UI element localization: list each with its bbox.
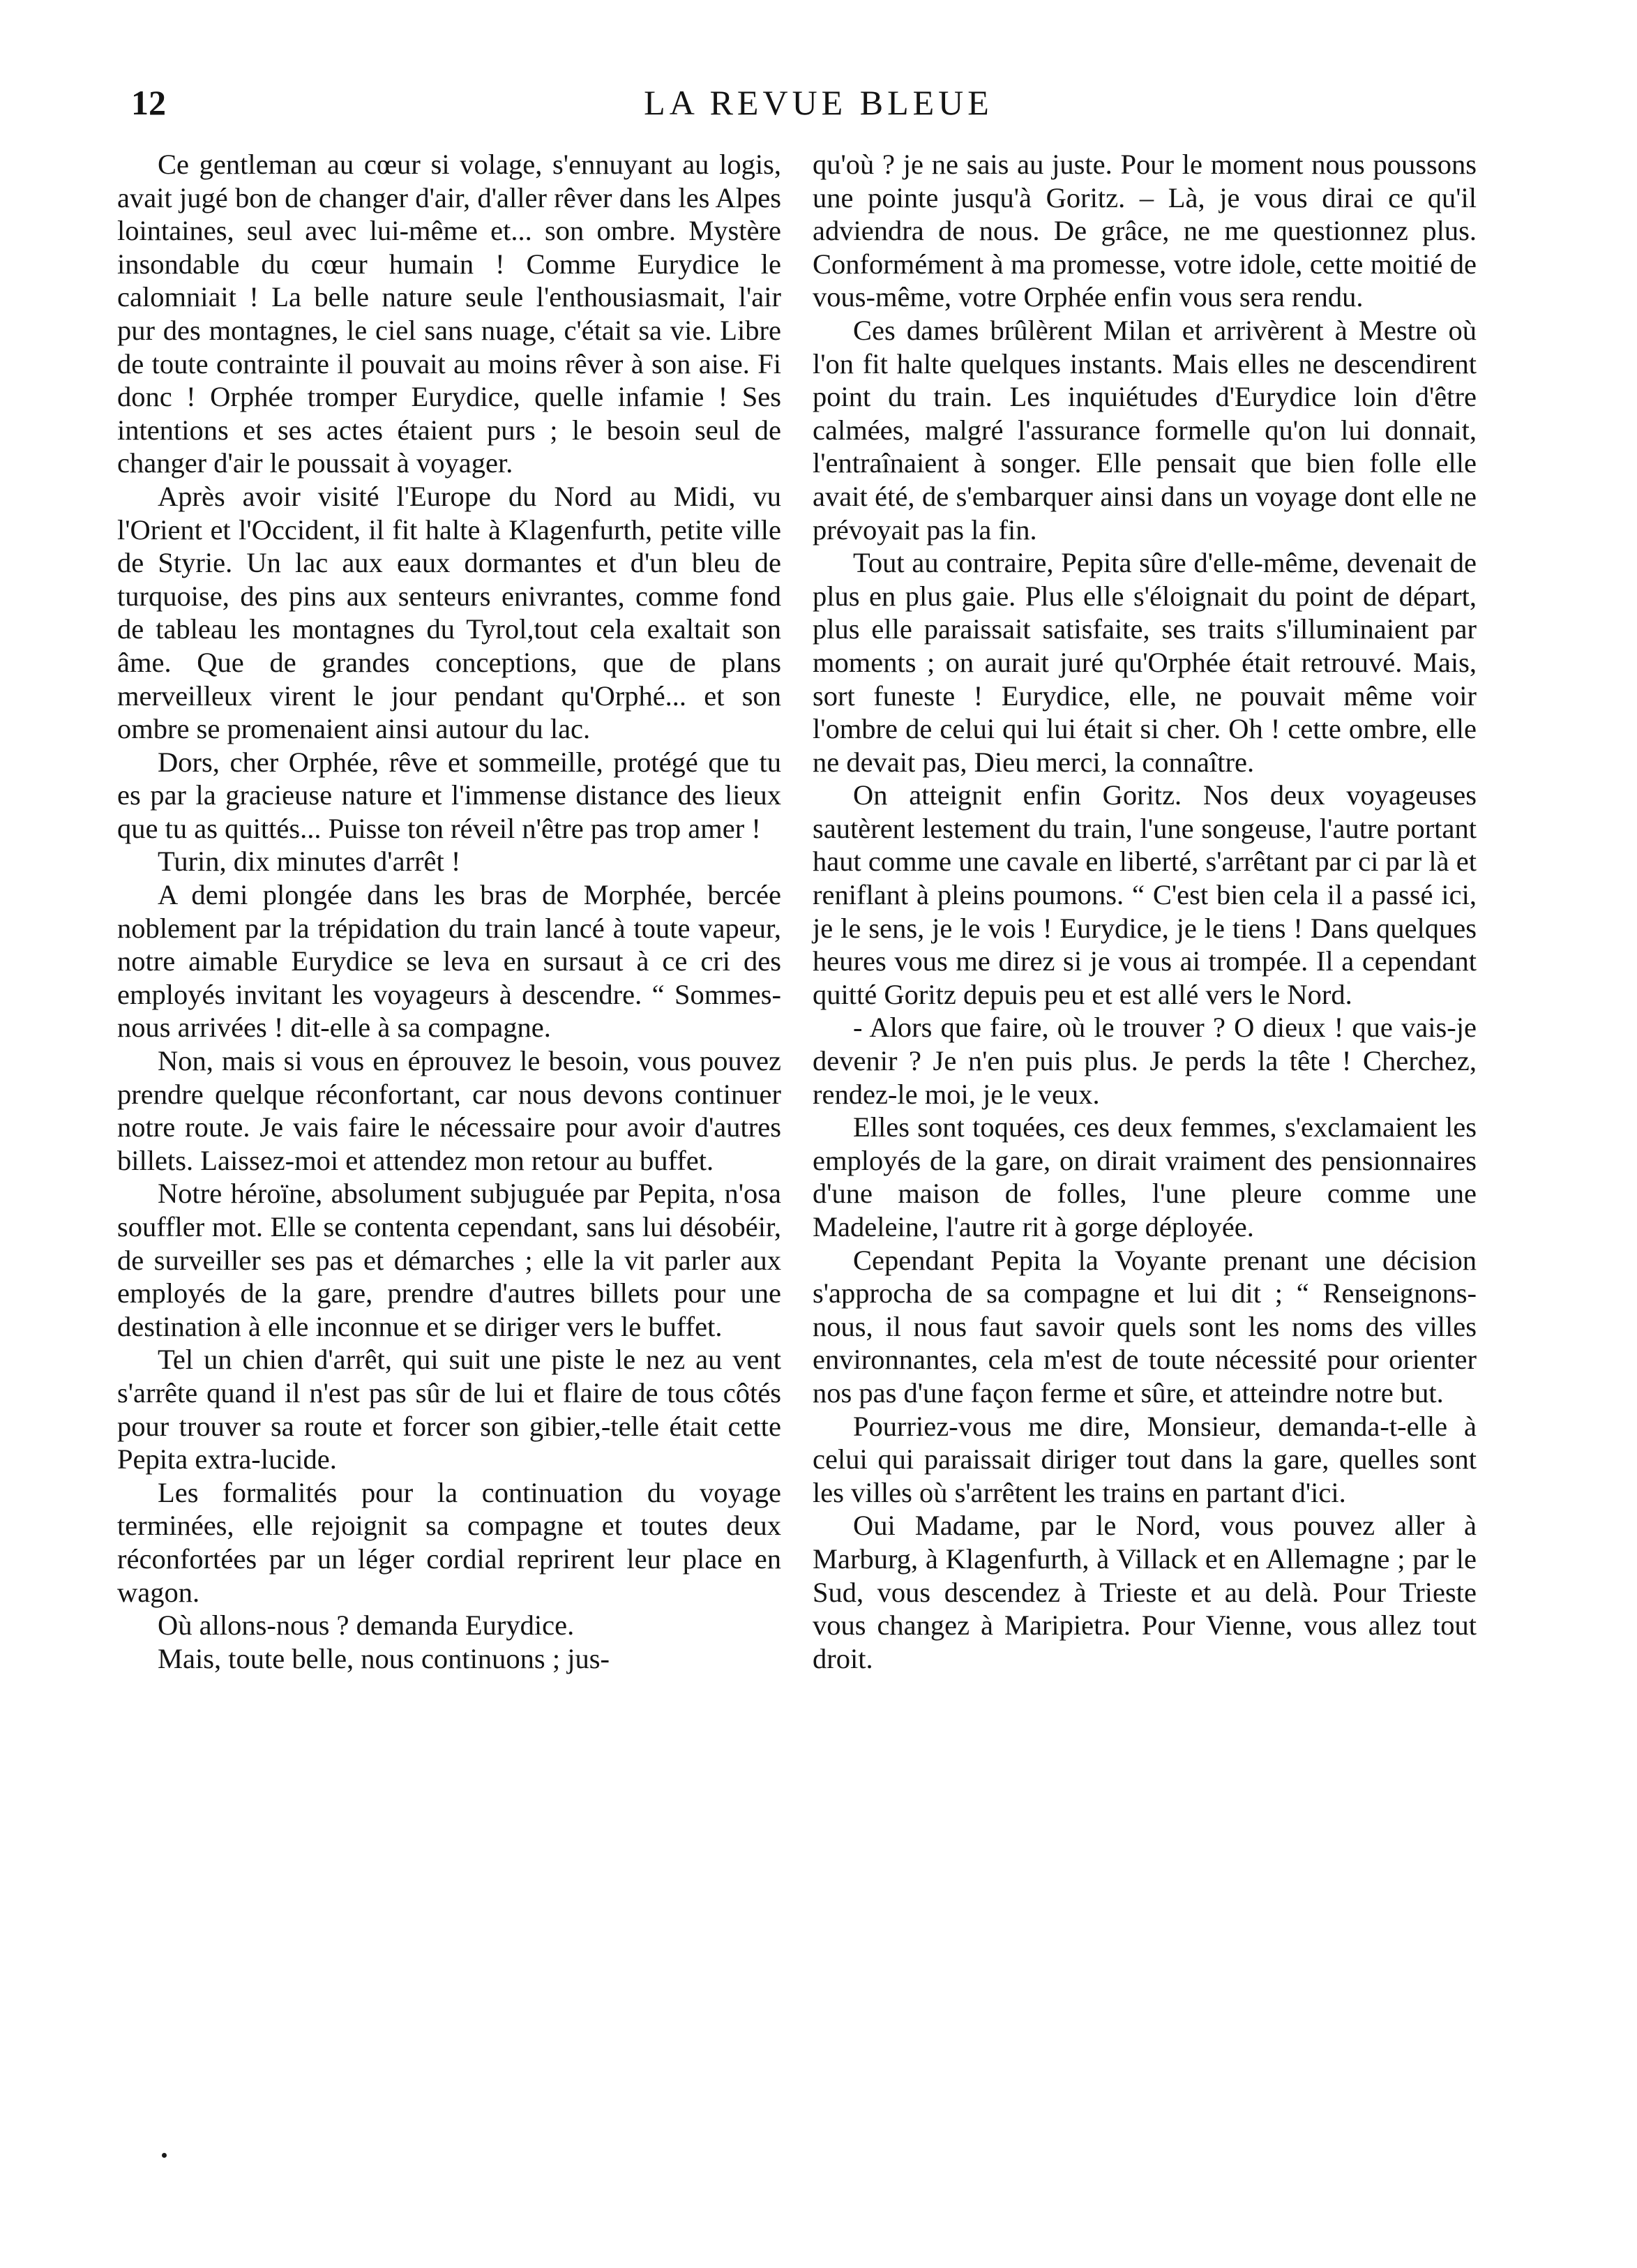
paragraph: Notre héroïne, absolument subjuguée par Pepita, n'osa souffler mot. Elle se contenta cependant, sans lui désobéir, de surveiller ses pas et démarches ; elle la vit parler aux employés de la gare, prendre d'autres billets pour une destination à elle inconnue et se diriger vers le buffet.: [117, 1178, 781, 1342]
paragraph: A demi plongée dans les bras de Morphée, bercée noblement par la trépidation du train lancé à toute vapeur, notre aimable Eurydice se leva en sursaut à ce cri des employés invitant les voyageurs à descendre. “ Sommes-nous arrivées ! dit-elle à sa compagne.: [117, 879, 781, 1044]
paragraph: Dors, cher Orphée, rêve et sommeille, protégé que tu es par la gracieuse nature et l'immense distance des lieux que tu as quittés... Puisse ton réveil n'être pas trop amer !: [117, 746, 781, 844]
paragraph: Où allons-nous ? demanda Eurydice.: [158, 1609, 575, 1642]
paragraph: Tout au contraire, Pepita sûre d'elle-même, devenait de plus en plus gaie. Plus elle s'éloignait du point de départ, plus elle paraissait satisfaite, ses traits s'illuminaient par moments ; on aurait juré qu'Orphée était retrouvé. Mais, sort funeste ! Eurydice, elle, ne pouvait même voir l'ombre de celui qui lui était si cher. Oh ! cette ombre, elle ne devait pas, Dieu merci, la connaître.: [813, 547, 1477, 778]
paragraph: Cependant Pepita la Voyante prenant une décision s'approcha de sa compagne et lui dit ; “ Renseignons-nous, il nous faut savoir quels sont les noms des villes environnantes, cela m'est de toute nécessité pour orienter nos pas d'une façon ferme et sûre, et atteindre notre but.: [813, 1244, 1477, 1409]
paragraph: Ce gentleman au cœur si volage, s'ennuyant au logis, avait jugé bon de changer d'air, d'aller rêver dans les Alpes lointaines, seul avec lui-même et... son ombre. Mystère insondable du cœur humain ! Comme Eurydice le calomniait ! La belle nature seule l'enthousiasmait, l'air pur des montagnes, le ciel sans nuage, c'était sa vie. Libre de toute contrainte il pouvait au moins rêver à son aise. Fi donc ! Orphée tromper Eurydice, quelle infamie ! Ses intentions et ses actes étaient purs ; le besoin seul de changer d'air le poussait à voyager.: [117, 149, 781, 479]
paragraph: Pourriez-vous me dire, Monsieur, demanda-t-elle à celui qui paraissait diriger tout dans la gare, quelles sont les villes où s'arrêtent les trains en partant d'ici.: [813, 1410, 1477, 1508]
left-column: [117, 148, 781, 1675]
paragraph: Non, mais si vous en éprouvez le besoin, vous pouvez prendre quelque réconfortant, car nous devons continuer notre route. Je vais faire le nécessaire pour avoir d'autres billets. Laissez-moi et attendez mon retour au buffet.: [117, 1045, 781, 1176]
ink-speck: [162, 2153, 167, 2158]
right-column: [813, 148, 1477, 1675]
paragraph: qu'où ? je ne sais au juste. Pour le moment nous poussons une pointe jusqu'à Goritz. – Là, je vous dirai ce qu'il adviendra de nous. De grâce, ne me questionnez plus. Conformément à ma promesse, votre idole, cette moitié de vous-même, votre Orphée enfin vous sera rendu.: [813, 149, 1477, 313]
paragraph: Ces dames brûlèrent Milan et arrivèrent à Mestre où l'on fit halte quelques instants. Mais elles ne descendirent point du train. Les inquiétudes d'Eurydice loin d'être calmées, malgré l'assurance formelle qu'on lui donnait, l'entraînaient à songer. Elle pensait que bien folle elle avait été, de s'embarquer ainsi dans un voyage dont elle ne prévoyait pas la fin.: [813, 314, 1477, 546]
paragraph: Turin, dix minutes d'arrêt !: [158, 846, 461, 878]
paragraph: Tel un chien d'arrêt, qui suit une piste le nez au vent s'arrête quand il n'est pas sûr de lui et flaire de tous côtés pour trouver sa route et forcer son gibier,-telle était cette Pepita extra-lucide.: [117, 1344, 781, 1475]
paragraph: Oui Madame, par le Nord, vous pouvez aller à Marburg, à Klagenfurth, à Villack et en Allemagne ; par le Sud, vous descendez à Trieste et au delà. Pour Trieste vous changez à Maripietra. Pour Vienne, vous allez tout droit.: [813, 1510, 1477, 1674]
paragraph: Mais, toute belle, nous continuons ; jus-: [158, 1642, 610, 1674]
paragraph: On atteignit enfin Goritz. Nos deux voyageuses sautèrent lestement du train, l'une songeuse, l'autre portant haut comme une cavale en liberté, s'arrêtant par ci par là et reniflant à pleins poumons. “ C'est bien cela il a passé ici, je le sens, je le vois ! Eurydice, je le tiens ! Dans quelques heures vous me direz si je vous ai trompée. Il a cependant quitté Goritz depuis peu et est allé vers le Nord.: [813, 779, 1477, 1010]
page-number: 12: [131, 83, 166, 122]
paragraph: Elles sont toquées, ces deux femmes, s'exclamaient les employés de la gare, on dirait vraiment des pensionnaires d'une maison de folles, l'une pleure comme une Madeleine, l'autre rit à gorge déployée.: [813, 1111, 1477, 1242]
paragraph: Après avoir visité l'Europe du Nord au Midi, vu l'Orient et l'Occident, il fit halte à Klagenfurth, petite ville de Styrie. Un lac aux eaux dormantes et d'un bleu de turquoise, des pins aux senteurs enivrantes, comme fond de tableau les montagnes du Tyrol,tout cela exaltait son âme. Que de grandes conceptions, que de plans merveilleux virent le jour pendant qu'Orphé... et son ombre se promenaient ainsi autour du lac.: [117, 480, 781, 745]
paragraph: - Alors que faire, où le trouver ? O dieux ! que vais-je devenir ? Je n'en puis plus. Je perds la tête ! Cherchez, rendez-le moi, je le veux.: [813, 1012, 1477, 1110]
paragraph: Les formalités pour la continuation du voyage terminées, elle rejoignit sa compagne et toutes deux réconfortées par un léger cordial reprirent leur place en wagon.: [117, 1476, 781, 1608]
running-title: LA REVUE BLEUE: [644, 83, 993, 122]
